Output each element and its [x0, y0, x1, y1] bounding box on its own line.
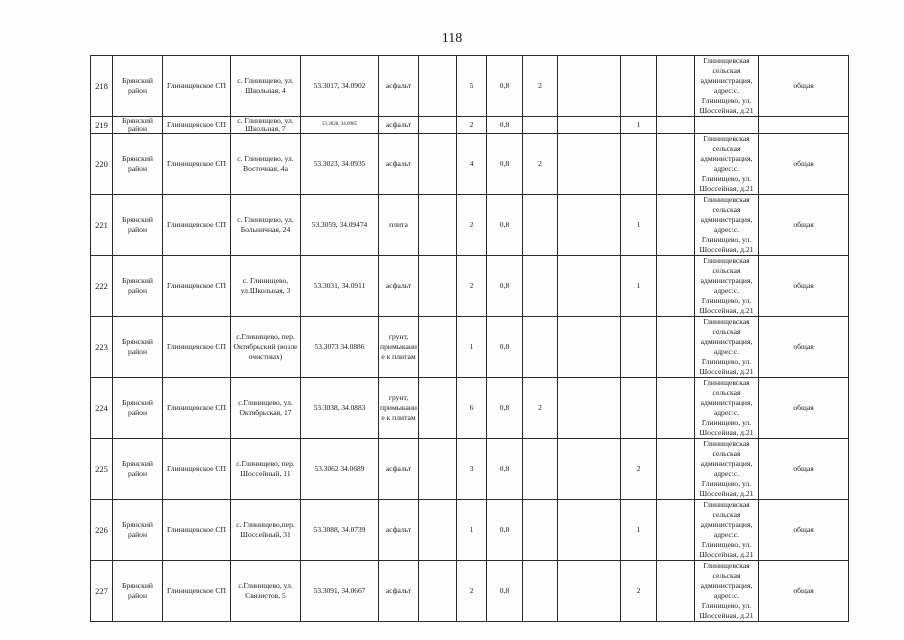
table-row	[91, 56, 849, 117]
type-cell: общая	[759, 561, 849, 622]
col13-cell	[657, 134, 695, 195]
type-cell	[759, 117, 849, 134]
col9-cell: 0,8	[487, 117, 523, 134]
surface-cell: асфальт	[379, 134, 419, 195]
coordinates-cell: 53.3088, 34.0739	[301, 500, 379, 561]
col11-cell	[558, 500, 621, 561]
table-body	[91, 56, 849, 622]
table-row	[91, 195, 849, 256]
surface-cell: асфальт	[379, 439, 419, 500]
owner-cell: Глинищевская сельская администрация, адрес:с. Глинищево, ул. Шоссейная, д.21	[695, 378, 759, 439]
col12-cell: 1	[621, 500, 657, 561]
table-row	[91, 439, 849, 500]
col12-cell	[621, 56, 657, 117]
address-cell: с. Глинищево, ул. Школьная, 4	[231, 56, 301, 117]
col10-cell	[523, 117, 558, 134]
col9-cell: 0,8	[487, 256, 523, 317]
col7-cell	[419, 378, 457, 439]
col13-cell	[657, 561, 695, 622]
col8-cell: 1	[457, 317, 487, 378]
type-cell: общая	[759, 378, 849, 439]
settlement-cell: Глинищевское СП	[163, 378, 231, 439]
surface-cell: плита	[379, 195, 419, 256]
col8-cell: 6	[457, 378, 487, 439]
row-number: 219	[91, 117, 113, 134]
col11-cell	[558, 134, 621, 195]
row-number: 222	[91, 256, 113, 317]
registry-table	[90, 55, 849, 622]
col13-cell	[657, 256, 695, 317]
coordinates-cell: 53.3028, 34.0905	[301, 117, 379, 134]
table-row	[91, 561, 849, 622]
settlement-cell: Глинищевское СП	[163, 561, 231, 622]
col9-cell: 0,8	[487, 439, 523, 500]
district-cell: Брянский район	[113, 134, 163, 195]
surface-cell: асфальт	[379, 256, 419, 317]
surface-cell: асфальт	[379, 500, 419, 561]
col8-cell: 5	[457, 56, 487, 117]
type-cell: общая	[759, 500, 849, 561]
col11-cell	[558, 561, 621, 622]
owner-cell: Глинищевская сельская администрация, адрес:с. Глинищево, ул. Шоссейная, д.21	[695, 134, 759, 195]
row-number: 224	[91, 378, 113, 439]
col13-cell	[657, 317, 695, 378]
table-row	[91, 134, 849, 195]
owner-cell: Глинищевская сельская администрация, адрес:с. Глинищево, ул. Шоссейная, д.21	[695, 561, 759, 622]
owner-cell: Глинищевская сельская администрация, адрес:с. Глинищево, ул. Шоссейная, д.21	[695, 195, 759, 256]
col8-cell: 4	[457, 134, 487, 195]
coordinates-cell: 53.3091, 34.0667	[301, 561, 379, 622]
surface-cell: асфальт	[379, 561, 419, 622]
address-cell: с. Глинищево,пер. Шоссейный, 31	[231, 500, 301, 561]
owner-cell: Глинищевская сельская администрация, адрес:с. Глинищево, ул. Шоссейная, д.21	[695, 317, 759, 378]
row-number: 227	[91, 561, 113, 622]
col9-cell: 0,8	[487, 500, 523, 561]
owner-cell: Глинищевская сельская администрация, адрес:с. Глинищево, ул. Шоссейная, д.21	[695, 439, 759, 500]
address-cell: с.Глинищево, ул. Связистов, 5	[231, 561, 301, 622]
address-cell: с. Глинищево, ул. Школьная, 7	[231, 117, 301, 134]
owner-cell: Глинищевская сельская администрация, адрес:с. Глинищево, ул. Шоссейная, д.21	[695, 500, 759, 561]
type-cell: общая	[759, 134, 849, 195]
district-cell: Брянский район	[113, 195, 163, 256]
col12-cell	[621, 378, 657, 439]
col11-cell	[558, 195, 621, 256]
coordinates-cell: 53.3062 34.0689	[301, 439, 379, 500]
settlement-cell: Глинищевское СП	[163, 439, 231, 500]
table-row	[91, 256, 849, 317]
surface-cell: грунт, примыкание к плитам	[379, 317, 419, 378]
col8-cell: 1	[457, 500, 487, 561]
table-row	[91, 378, 849, 439]
row-number: 220	[91, 134, 113, 195]
col10-cell	[523, 500, 558, 561]
col8-cell: 2	[457, 256, 487, 317]
owner-cell: Глинищевская сельская администрация, адрес:с. Глинищево, ул. Шоссейная, д.21	[695, 56, 759, 117]
coordinates-cell: 53.3073 34.0886	[301, 317, 379, 378]
settlement-cell: Глинищевское СП	[163, 256, 231, 317]
settlement-cell: Глинищевское СП	[163, 56, 231, 117]
settlement-cell: Глинищевское СП	[163, 195, 231, 256]
table-row	[91, 317, 849, 378]
district-cell: Брянский район	[113, 378, 163, 439]
district-cell: Брянский район	[113, 561, 163, 622]
type-cell: общая	[759, 256, 849, 317]
col11-cell	[558, 56, 621, 117]
col7-cell	[419, 439, 457, 500]
row-number: 225	[91, 439, 113, 500]
col7-cell	[419, 561, 457, 622]
row-number: 218	[91, 56, 113, 117]
address-cell: с. Глинищево, ул. Больничная, 24	[231, 195, 301, 256]
col7-cell	[419, 500, 457, 561]
col12-cell: 2	[621, 439, 657, 500]
coordinates-cell: 53.3059, 34.09474	[301, 195, 379, 256]
surface-cell: асфальт	[379, 117, 419, 134]
settlement-cell: Глинищевское СП	[163, 317, 231, 378]
col9-cell: 0,8	[487, 56, 523, 117]
district-cell: Брянский район	[113, 117, 163, 134]
surface-cell: грунт, примыкание к плитам	[379, 378, 419, 439]
table-row	[91, 117, 849, 134]
col10-cell: 2	[523, 378, 558, 439]
type-cell: общая	[759, 56, 849, 117]
col7-cell	[419, 117, 457, 134]
col12-cell	[621, 134, 657, 195]
col10-cell: 2	[523, 134, 558, 195]
coordinates-cell: 53.3017, 34.0902	[301, 56, 379, 117]
col9-cell: 0,8	[487, 195, 523, 256]
col10-cell: 2	[523, 56, 558, 117]
district-cell: Брянский район	[113, 256, 163, 317]
col8-cell: 2	[457, 561, 487, 622]
district-cell: Брянский район	[113, 439, 163, 500]
address-cell: с.Глинищево, пер. Шоссейный, 11	[231, 439, 301, 500]
col12-cell: 1	[621, 117, 657, 134]
col10-cell	[523, 317, 558, 378]
col11-cell	[558, 256, 621, 317]
col13-cell	[657, 500, 695, 561]
col12-cell	[621, 317, 657, 378]
col7-cell	[419, 256, 457, 317]
col12-cell: 2	[621, 561, 657, 622]
col9-cell: 0,8	[487, 378, 523, 439]
settlement-cell: Глинищевское СП	[163, 117, 231, 134]
coordinates-cell: 53.3038, 34.0883	[301, 378, 379, 439]
col9-cell: 0,8	[487, 317, 523, 378]
col13-cell	[657, 117, 695, 134]
col10-cell	[523, 439, 558, 500]
district-cell: Брянский район	[113, 317, 163, 378]
col11-cell	[558, 117, 621, 134]
col7-cell	[419, 56, 457, 117]
col7-cell	[419, 134, 457, 195]
district-cell: Брянский район	[113, 56, 163, 117]
type-cell: общая	[759, 317, 849, 378]
coordinates-cell: 53.3023, 34.0935	[301, 134, 379, 195]
col11-cell	[558, 317, 621, 378]
col13-cell	[657, 56, 695, 117]
col13-cell	[657, 195, 695, 256]
col12-cell: 1	[621, 195, 657, 256]
col8-cell: 2	[457, 117, 487, 134]
address-cell: с.Глинищево, ул. Октябрьская, 17	[231, 378, 301, 439]
col7-cell	[419, 195, 457, 256]
col11-cell	[558, 378, 621, 439]
col10-cell	[523, 561, 558, 622]
col13-cell	[657, 439, 695, 500]
col7-cell	[419, 317, 457, 378]
owner-cell	[695, 117, 759, 134]
table-row	[91, 500, 849, 561]
row-number: 226	[91, 500, 113, 561]
settlement-cell: Глинищевское СП	[163, 500, 231, 561]
col11-cell	[558, 439, 621, 500]
col8-cell: 3	[457, 439, 487, 500]
district-cell: Брянский район	[113, 500, 163, 561]
col12-cell: 1	[621, 256, 657, 317]
type-cell: общая	[759, 439, 849, 500]
row-number: 223	[91, 317, 113, 378]
col10-cell	[523, 195, 558, 256]
row-number: 221	[91, 195, 113, 256]
col13-cell	[657, 378, 695, 439]
col9-cell: 0,8	[487, 134, 523, 195]
type-cell: общая	[759, 195, 849, 256]
address-cell: с.Глинищево, пер. Октябрьский (возле очистных)	[231, 317, 301, 378]
col10-cell	[523, 256, 558, 317]
page-number: 118	[441, 31, 463, 46]
address-cell: с. Глинищево, ул. Восточная, 4а	[231, 134, 301, 195]
owner-cell: Глинищевская сельская администрация, адрес:с. Глинищево, ул. Шоссейная, д.21	[695, 256, 759, 317]
settlement-cell: Глинищевское СП	[163, 134, 231, 195]
coordinates-cell: 53.3031, 34.0911	[301, 256, 379, 317]
surface-cell: асфальт	[379, 56, 419, 117]
address-cell: с. Глинищево, ул.Школьная, 3	[231, 256, 301, 317]
col9-cell: 0,8	[487, 561, 523, 622]
col8-cell: 2	[457, 195, 487, 256]
